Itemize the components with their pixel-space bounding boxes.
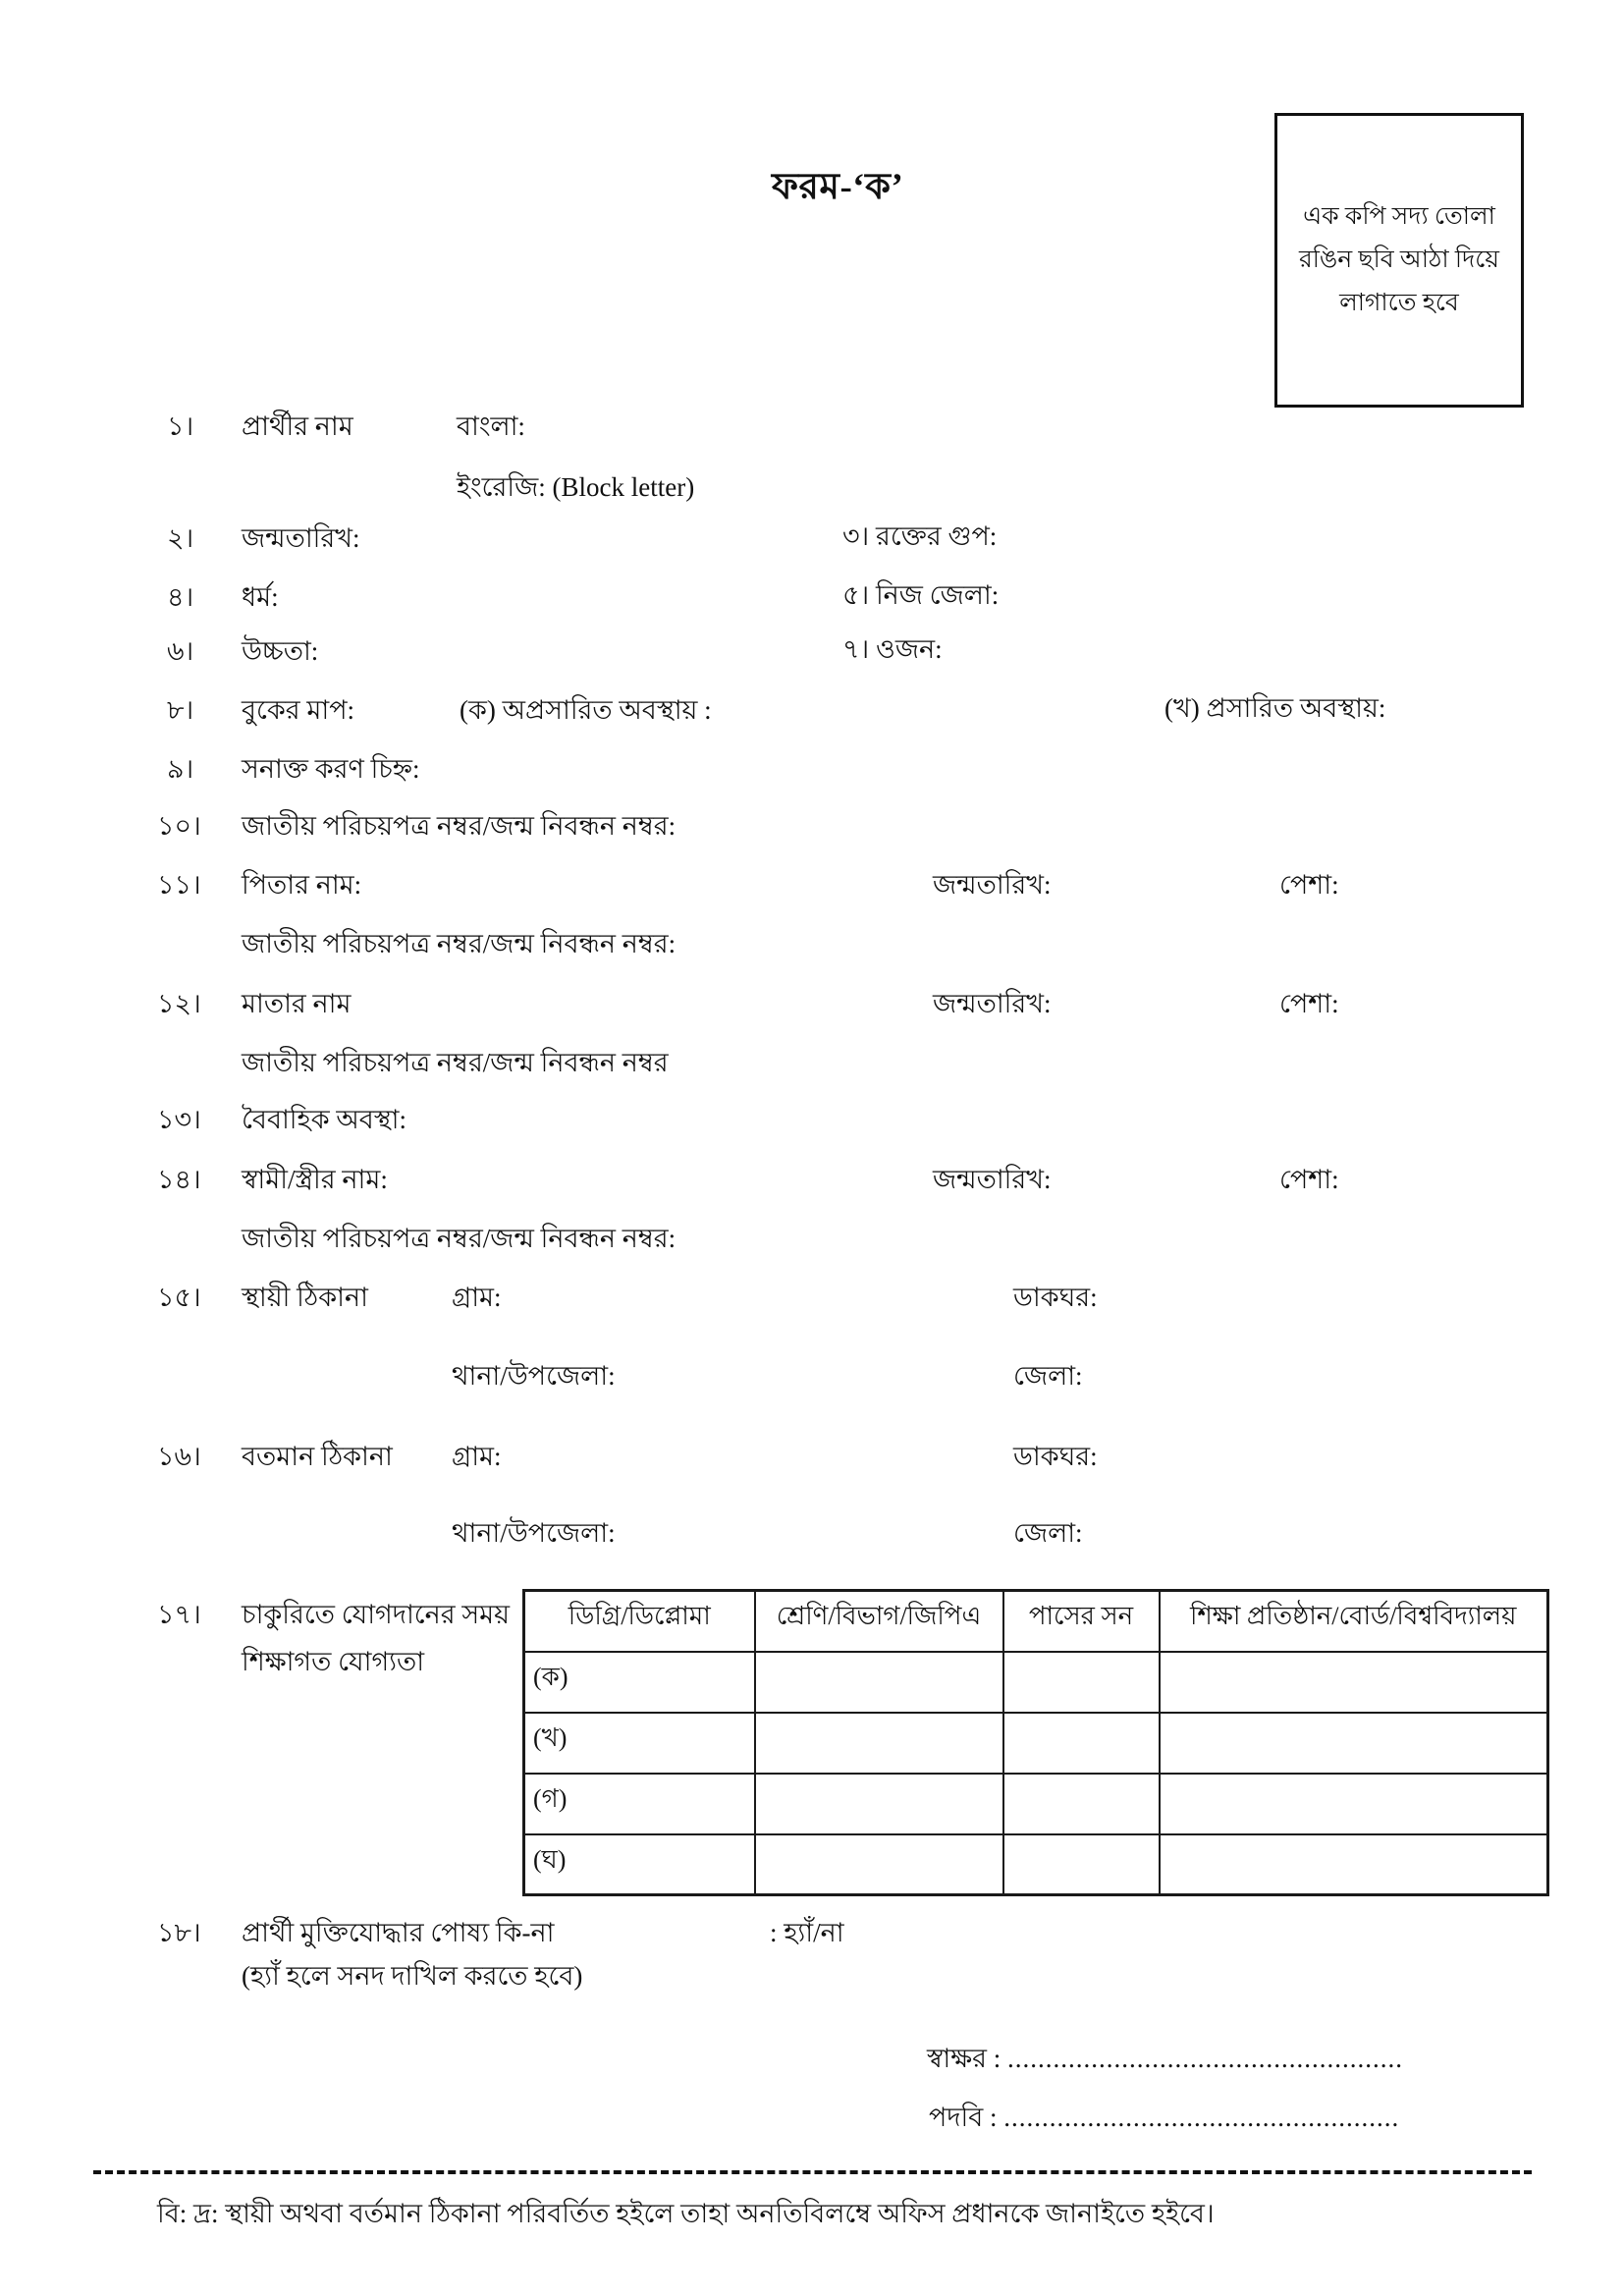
designation-label: পদবি : — [929, 2103, 998, 2132]
item-3-label: রক্তের গুপ: — [875, 521, 998, 551]
item-3 — [842, 520, 997, 554]
education-cell — [1003, 1834, 1160, 1895]
item-4-label: ধর্ম: — [242, 582, 279, 612]
item-18-label: প্রার্থী মুক্তিযোদ্ধার পোষ্য কি-না — [242, 1918, 555, 1947]
form-title: ফরম-‘ক’ — [772, 167, 904, 207]
education-cell — [1003, 1774, 1160, 1834]
item-5-label: নিজ জেলা: — [875, 580, 1000, 610]
item-15-post-office-label: ডাকঘর: — [1013, 1283, 1098, 1312]
item-16-number: ১৬। — [157, 1442, 201, 1471]
dashed-separator — [93, 2170, 1532, 2174]
item-16-village-label: গ্রাম: — [452, 1442, 502, 1471]
education-cell — [755, 1774, 1003, 1834]
item-16-district-label: জেলা: — [1013, 1518, 1083, 1548]
item-15-label: স্থায়ী ঠিকানা — [242, 1283, 368, 1312]
item-12-occupation-label: পেশা: — [1279, 989, 1339, 1018]
item-5 — [842, 579, 999, 613]
education-table-header-row — [524, 1591, 1548, 1652]
designation-line — [929, 2102, 1399, 2135]
education-row-label: (গ) — [524, 1774, 755, 1834]
item-1-number: ১। — [167, 411, 194, 441]
item-15-district-label: জেলা: — [1013, 1361, 1083, 1391]
item-14-occupation-label: পেশা: — [1279, 1165, 1339, 1194]
signature-line — [927, 2043, 1403, 2076]
item-15-number: ১৫। — [157, 1283, 201, 1312]
item-11-occupation-label: পেশা: — [1279, 870, 1339, 900]
education-row-label: (খ) — [524, 1713, 755, 1774]
item-9-label: সনাক্ত করণ চিহ্ন: — [242, 754, 420, 784]
photo-note-line2: রঙিন ছবি আঠা দিয়ে — [1299, 246, 1499, 274]
item-12-nid-label: জাতীয় পরিচয়পত্র নম্বর/জন্ম নিবন্ধন নম্বর — [242, 1048, 669, 1077]
education-cell — [755, 1834, 1003, 1895]
item-2-label: জন্মতারিখ: — [242, 523, 360, 553]
item-4-number: ৪। — [167, 582, 194, 612]
item-11-number: ১১। — [157, 870, 201, 900]
item-7-label: ওজন: — [875, 634, 943, 664]
education-table-row — [524, 1774, 1548, 1834]
signature-dotted-line: .................................................... — [1007, 2044, 1403, 2073]
item-14-number: ১৪। — [157, 1165, 201, 1194]
item-13-label: বৈবাহিক অবস্থা: — [242, 1105, 406, 1134]
item-11-label: পিতার নাম: — [242, 870, 362, 900]
item-12-label: মাতার নাম — [242, 989, 352, 1018]
item-11-dob-label: জন্মতারিখ: — [933, 870, 1052, 900]
item-12-number: ১২। — [157, 989, 201, 1018]
item-11-nid-label: জাতীয় পরিচয়পত্র নম্বর/জন্ম নিবন্ধন নম্বর: — [242, 929, 677, 958]
education-cell — [1003, 1713, 1160, 1774]
education-table-row — [524, 1713, 1548, 1774]
education-table — [522, 1589, 1549, 1896]
item-15-thana-label: থানা/উপজেলা: — [452, 1361, 616, 1391]
photo-note-line1: এক কপি সদ্য তোলা — [1303, 203, 1495, 231]
education-table-row — [524, 1834, 1548, 1895]
item-12-dob-label: জন্মতারিখ: — [933, 989, 1052, 1018]
item-18-number: ১৮। — [157, 1918, 201, 1947]
item-10-label: জাতীয় পরিচয়পত্র নম্বর/জন্ম নিবন্ধন নম্বর: — [242, 811, 677, 841]
item-7-number: ৭। — [842, 634, 870, 664]
item-17-label-line2: শিক্ষাগত যোগ্যতা — [242, 1647, 425, 1676]
item-1-label: প্রার্থীর নাম — [242, 411, 353, 441]
photo-instruction-box — [1274, 113, 1524, 408]
item-1-bangla-label: বাংলা: — [457, 411, 525, 441]
item-2-number: ২। — [167, 523, 194, 553]
item-10-number: ১০। — [157, 811, 201, 841]
item-5-number: ৫। — [842, 580, 870, 610]
education-row-label: (ঘ) — [524, 1834, 755, 1895]
education-cell — [1003, 1652, 1160, 1713]
item-1-english-label: ইংরেজি: (Block letter) — [457, 472, 695, 502]
item-16-thana-label: থানা/উপজেলা: — [452, 1518, 616, 1548]
item-17-number: ১৭। — [157, 1600, 201, 1629]
photo-note-line3: লাগাতে হবে — [1339, 289, 1459, 316]
item-3-number: ৩। — [842, 521, 870, 551]
education-cell — [1160, 1713, 1548, 1774]
education-table-row — [524, 1652, 1548, 1713]
education-header-class-gpa: শ্রেণি/বিভাগ/জিপিএ — [755, 1591, 1003, 1652]
education-cell — [755, 1713, 1003, 1774]
education-cell — [1160, 1834, 1548, 1895]
education-header-institution: শিক্ষা প্রতিষ্ঠান/বোর্ড/বিশ্ববিদ্যালয় — [1160, 1591, 1548, 1652]
designation-dotted-line: .................................................... — [1003, 2103, 1400, 2132]
item-16-post-office-label: ডাকঘর: — [1013, 1442, 1098, 1471]
item-14-nid-label: জাতীয় পরিচয়পত্র নম্বর/জন্ম নিবন্ধন নম্বর: — [242, 1224, 677, 1253]
footer-note: বি: দ্র: স্থায়ী অথবা বর্তমান ঠিকানা পরিবর্তিত হইলে তাহা অনতিবিলম্বে অফিস প্রধানকে জানাইতে হইবে। — [157, 2199, 1215, 2228]
item-18-note: (হ্যাঁ হলে সনদ দাখিল করতে হবে) — [242, 1961, 583, 1991]
education-cell — [755, 1652, 1003, 1713]
item-8-number: ৮। — [167, 695, 194, 725]
item-14-dob-label: জন্মতারিখ: — [933, 1165, 1052, 1194]
item-15-village-label: গ্রাম: — [452, 1283, 502, 1312]
item-8-unexpanded-label: (ক) অপ্রসারিত অবস্থায় : — [460, 695, 712, 725]
education-row-label: (ক) — [524, 1652, 755, 1713]
education-cell — [1160, 1652, 1548, 1713]
item-16-label: বতমান ঠিকানা — [242, 1442, 393, 1471]
education-cell — [1160, 1774, 1548, 1834]
item-9-number: ৯। — [167, 754, 194, 784]
education-header-degree: ডিগ্রি/ডিপ্লোমা — [524, 1591, 755, 1652]
item-6-number: ৬। — [167, 636, 194, 666]
signature-label: স্বাক্ষর : — [927, 2044, 1001, 2073]
item-17-label-line1: চাকুরিতে যোগদানের সময় — [242, 1600, 511, 1629]
item-6-label: উচ্চতা: — [242, 636, 319, 666]
item-13-number: ১৩। — [157, 1105, 201, 1134]
education-header-pass-year: পাসের সন — [1003, 1591, 1160, 1652]
item-8-label: বুকের মাপ: — [242, 695, 355, 725]
item-18-value: : হ্যাঁ/না — [770, 1918, 844, 1947]
photo-note — [1299, 195, 1499, 324]
item-14-label: স্বামী/স্ত্রীর নাম: — [242, 1165, 388, 1194]
item-8-expanded-label: (খ) প্রসারিত অবস্থায়: — [1164, 693, 1386, 723]
item-7 — [842, 633, 943, 667]
